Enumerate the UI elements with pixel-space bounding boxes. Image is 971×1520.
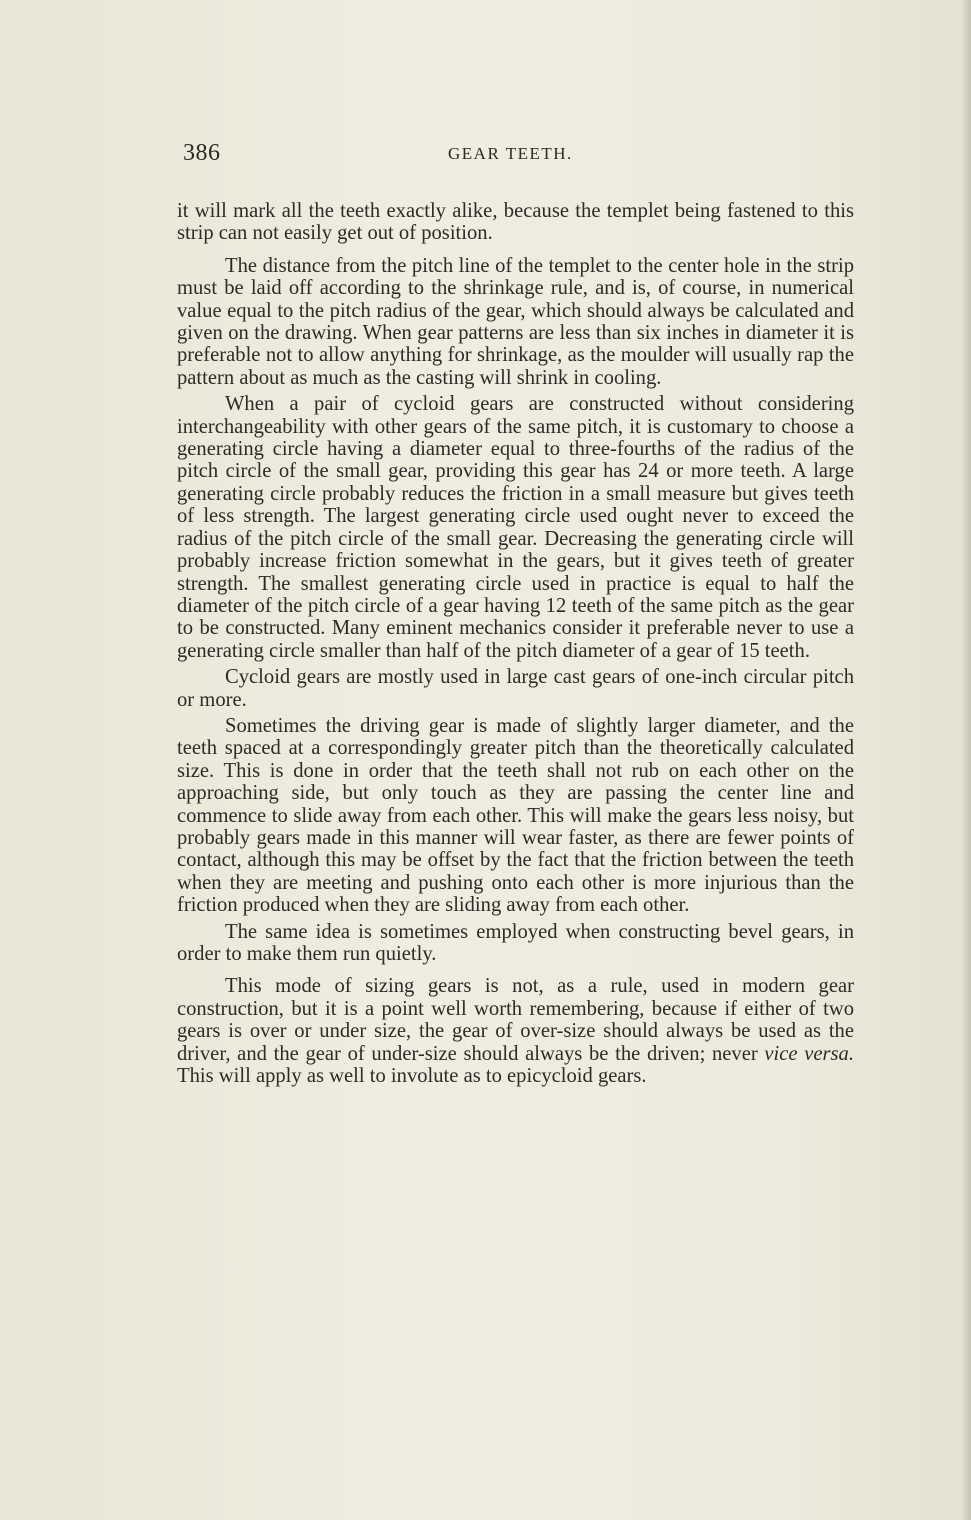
paragraph-7-text-end: This will apply as well to involute as to epicycloid gears. [177,1065,647,1088]
paragraph-5: Sometimes the driving gear is made of slightly larger diameter, and the teeth spaced at a correspondingly greater pitch than the theoretically calculated size. This is done in order that the teeth shall not rub on each other on the approaching side, but only touch as they are passing the center line and commence to slide away from each other. This will make the gears less noisy, but probably gears made in this manner will wear faster, as there are fewer points of contact, although this may be offset by the fact that the friction between the teeth when they are meeting and pushing onto each other is more injurious than the friction produced when they are sliding away from each other. [177,714,854,917]
paragraph-2: The distance from the pitch line of the templet to the center hole in the strip must be laid off according to the shrinkage rule, and is, of course, in numerical value equal to the pitch radius of the gear, which should always be calculated and given on the drawing. When gear patterns are less than six inches in diameter it is preferable not to allow anything for shrinkage, as the moulder will usually rap the pattern about as much as the casting will shrink in cooling. [177,254,854,389]
running-head: GEAR TEETH. [448,144,573,163]
paragraph-6: The same idea is sometimes employed when constructing bevel gears, in order to make them run quietly. [177,920,854,965]
paragraph-3: When a pair of cycloid gears are constructed without considering interchangeability with other gears of the same pitch, it is customary to choose a generating circle having a diameter equal to three-fourths of the radius of the pitch circle of the small gear, providing this gear has 24 or more teeth. A large generating circle probably reduces the friction in a small measure but gives teeth of less strength. The largest generating circle used ought never to exceed the radius of the pitch circle of the small gear. Decreasing the generating circle will probably increase friction somewhat in the gears, but it gives teeth of greater strength. The smallest generating circle used in practice is equal to half the diameter of the pitch circle of a gear having 12 teeth of the same pitch as the gear to be constructed. Many eminent mechanics consider it preferable never to use a generating circle smaller than half of the pitch diameter of a gear of 15 teeth. [177,393,854,662]
paragraph-7 [177,975,854,1087]
body-text [177,200,854,1091]
paragraph-4: Cycloid gears are mostly used in large cast gears of one-inch circular pitch or more. [177,666,854,711]
paragraph-7-italic: vice versa. [764,1042,854,1065]
paragraph-1: it will mark all the teeth exactly alike, because the templet being fastened to this strip can not easily get out of position. [177,200,854,245]
page-edge-shadow [961,0,971,1520]
page-header [179,140,855,170]
paragraph-7-text-start: This mode of sizing gears is not, as a rule, used in modern gear construction, but it is a point well worth remembering, because if either of two gears is over or under size, the gear of over-size should always be used as the driver, and the gear of under-size should always be the driven; never [177,975,854,1065]
page-number: 386 [183,140,221,166]
